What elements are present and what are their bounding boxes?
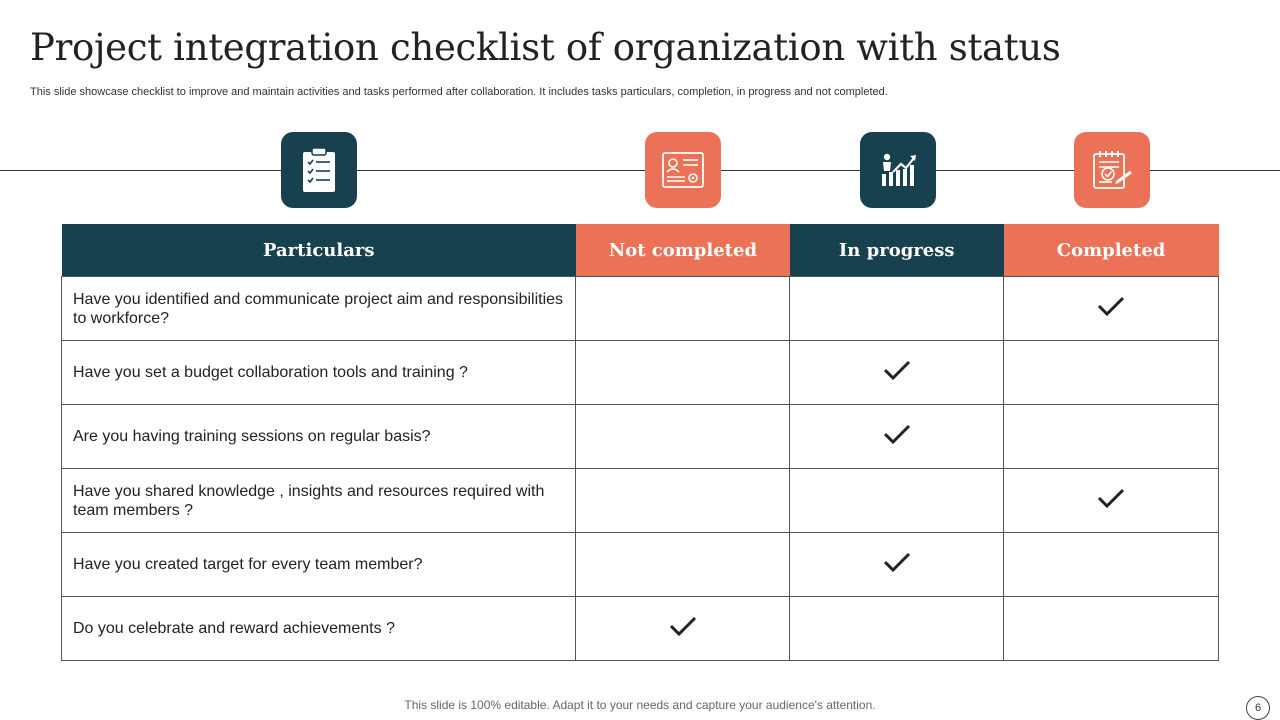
table-row (62, 277, 1219, 341)
table-row (62, 405, 1219, 469)
task-calendar-icon (1074, 132, 1150, 208)
checkmark-icon (1097, 295, 1125, 322)
status-cell (576, 341, 790, 405)
status-cell (576, 469, 790, 533)
status-cell (576, 533, 790, 597)
status-cell (1004, 405, 1219, 469)
row-question: Have you created target for every team member? (62, 533, 576, 597)
status-cell (1004, 533, 1219, 597)
row-question: Do you celebrate and reward achievements ? (62, 597, 576, 661)
status-cell (790, 469, 1004, 533)
page-number: 6 (1246, 696, 1270, 720)
status-cell (790, 277, 1004, 341)
status-cell (790, 533, 1004, 597)
header-not-completed: Not completed (576, 224, 790, 277)
status-cell (576, 597, 790, 661)
status-cell (1004, 277, 1219, 341)
table-row (62, 469, 1219, 533)
header-completed: Completed (1004, 224, 1219, 277)
status-cell (790, 405, 1004, 469)
profile-settings-icon (645, 132, 721, 208)
checkmark-icon (669, 615, 697, 642)
status-cell (576, 405, 790, 469)
footer-note: This slide is 100% editable. Adapt it to your needs and capture your audience's attention. (404, 698, 876, 712)
row-question: Have you set a budget collaboration tools and training ? (62, 341, 576, 405)
table-row (62, 533, 1219, 597)
growth-chart-icon (860, 132, 936, 208)
row-question: Have you identified and communicate project aim and responsibilities to workforce? (62, 277, 576, 341)
status-cell (1004, 341, 1219, 405)
table-header-row (62, 224, 1219, 277)
header-in-progress: In progress (790, 224, 1004, 277)
table-row (62, 597, 1219, 661)
checkmark-icon (883, 359, 911, 386)
row-question: Have you shared knowledge , insights and resources required with team members ? (62, 469, 576, 533)
header-particulars: Particulars (62, 224, 576, 277)
status-cell (790, 341, 1004, 405)
status-cell (1004, 597, 1219, 661)
clipboard-checklist-icon (281, 132, 357, 208)
checkmark-icon (1097, 487, 1125, 514)
checkmark-icon (883, 423, 911, 450)
status-cell (576, 277, 790, 341)
slide-title: Project integration checklist of organization with status (30, 26, 1061, 69)
table-row (62, 341, 1219, 405)
status-cell (790, 597, 1004, 661)
status-cell (1004, 469, 1219, 533)
row-question: Are you having training sessions on regular basis? (62, 405, 576, 469)
slide-subtitle: This slide showcase checklist to improve and maintain activities and tasks performed after collaboration. It includes tasks particulars, completion, in progress and not completed. (30, 86, 888, 98)
checkmark-icon (883, 551, 911, 578)
checklist-table (61, 224, 1219, 661)
